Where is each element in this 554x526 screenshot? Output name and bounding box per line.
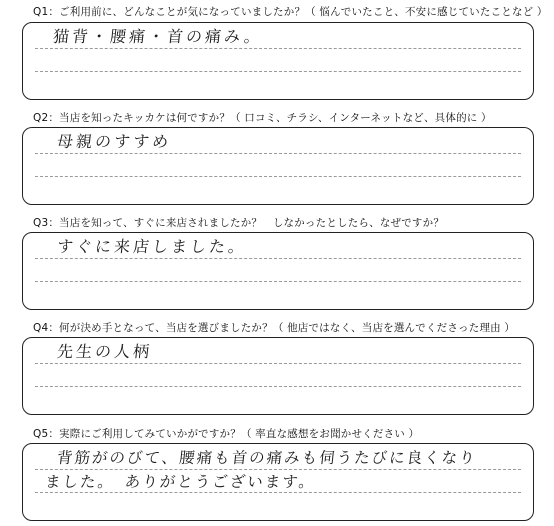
answer-5-line-2: ました。 ありがとうございます。 xyxy=(44,473,317,491)
answer-box-2 xyxy=(22,127,534,205)
answer-line xyxy=(35,153,521,154)
answer-1-line-1: 猫背・腰痛・首の痛み。 xyxy=(52,27,265,46)
answer-3-line-1: すぐに来店しました。 xyxy=(56,237,249,256)
answer-line xyxy=(35,469,521,470)
question-1-label: Q1：ご利用前に、どんなことが気になっていましたか？（ 悩んでいたこと、不安に感じていたことなど ） xyxy=(33,6,548,18)
answer-box-1 xyxy=(22,22,534,100)
answer-line xyxy=(35,363,521,364)
answer-box-3 xyxy=(22,232,534,310)
answer-4-line-1: 先生の人柄 xyxy=(56,342,154,361)
question-4-label: Q4：何が決め手となって、当店を選びましたか？（ 他店ではなく、当店を選んでくださった理由 ） xyxy=(33,322,516,334)
answer-line xyxy=(35,176,521,177)
question-2-label: Q2：当店を知ったキッカケは何ですか？（ 口コミ、チラシ、インターネットなど、具体的に ） xyxy=(33,112,492,124)
answer-box-5 xyxy=(22,443,534,521)
answer-line xyxy=(35,258,521,259)
question-5-label: Q5：実際にご利用してみていかがですか？（ 率直な感想をお聞かせください ） xyxy=(33,428,420,440)
answer-line xyxy=(35,48,521,49)
answer-box-4 xyxy=(22,337,534,415)
answer-line xyxy=(35,71,521,72)
question-3-label: Q3：当店を知って、すぐに来店されましたか？ しなかったとしたら、なぜですか？ xyxy=(33,217,445,229)
answer-5-line-1: 背筋がのびて、腰痛も首の痛みも伺うたびに良くなり xyxy=(56,449,478,467)
answer-line xyxy=(35,492,521,493)
answer-line xyxy=(35,386,521,387)
answer-line xyxy=(35,281,521,282)
answer-2-line-1: 母親のすすめ xyxy=(56,132,173,151)
